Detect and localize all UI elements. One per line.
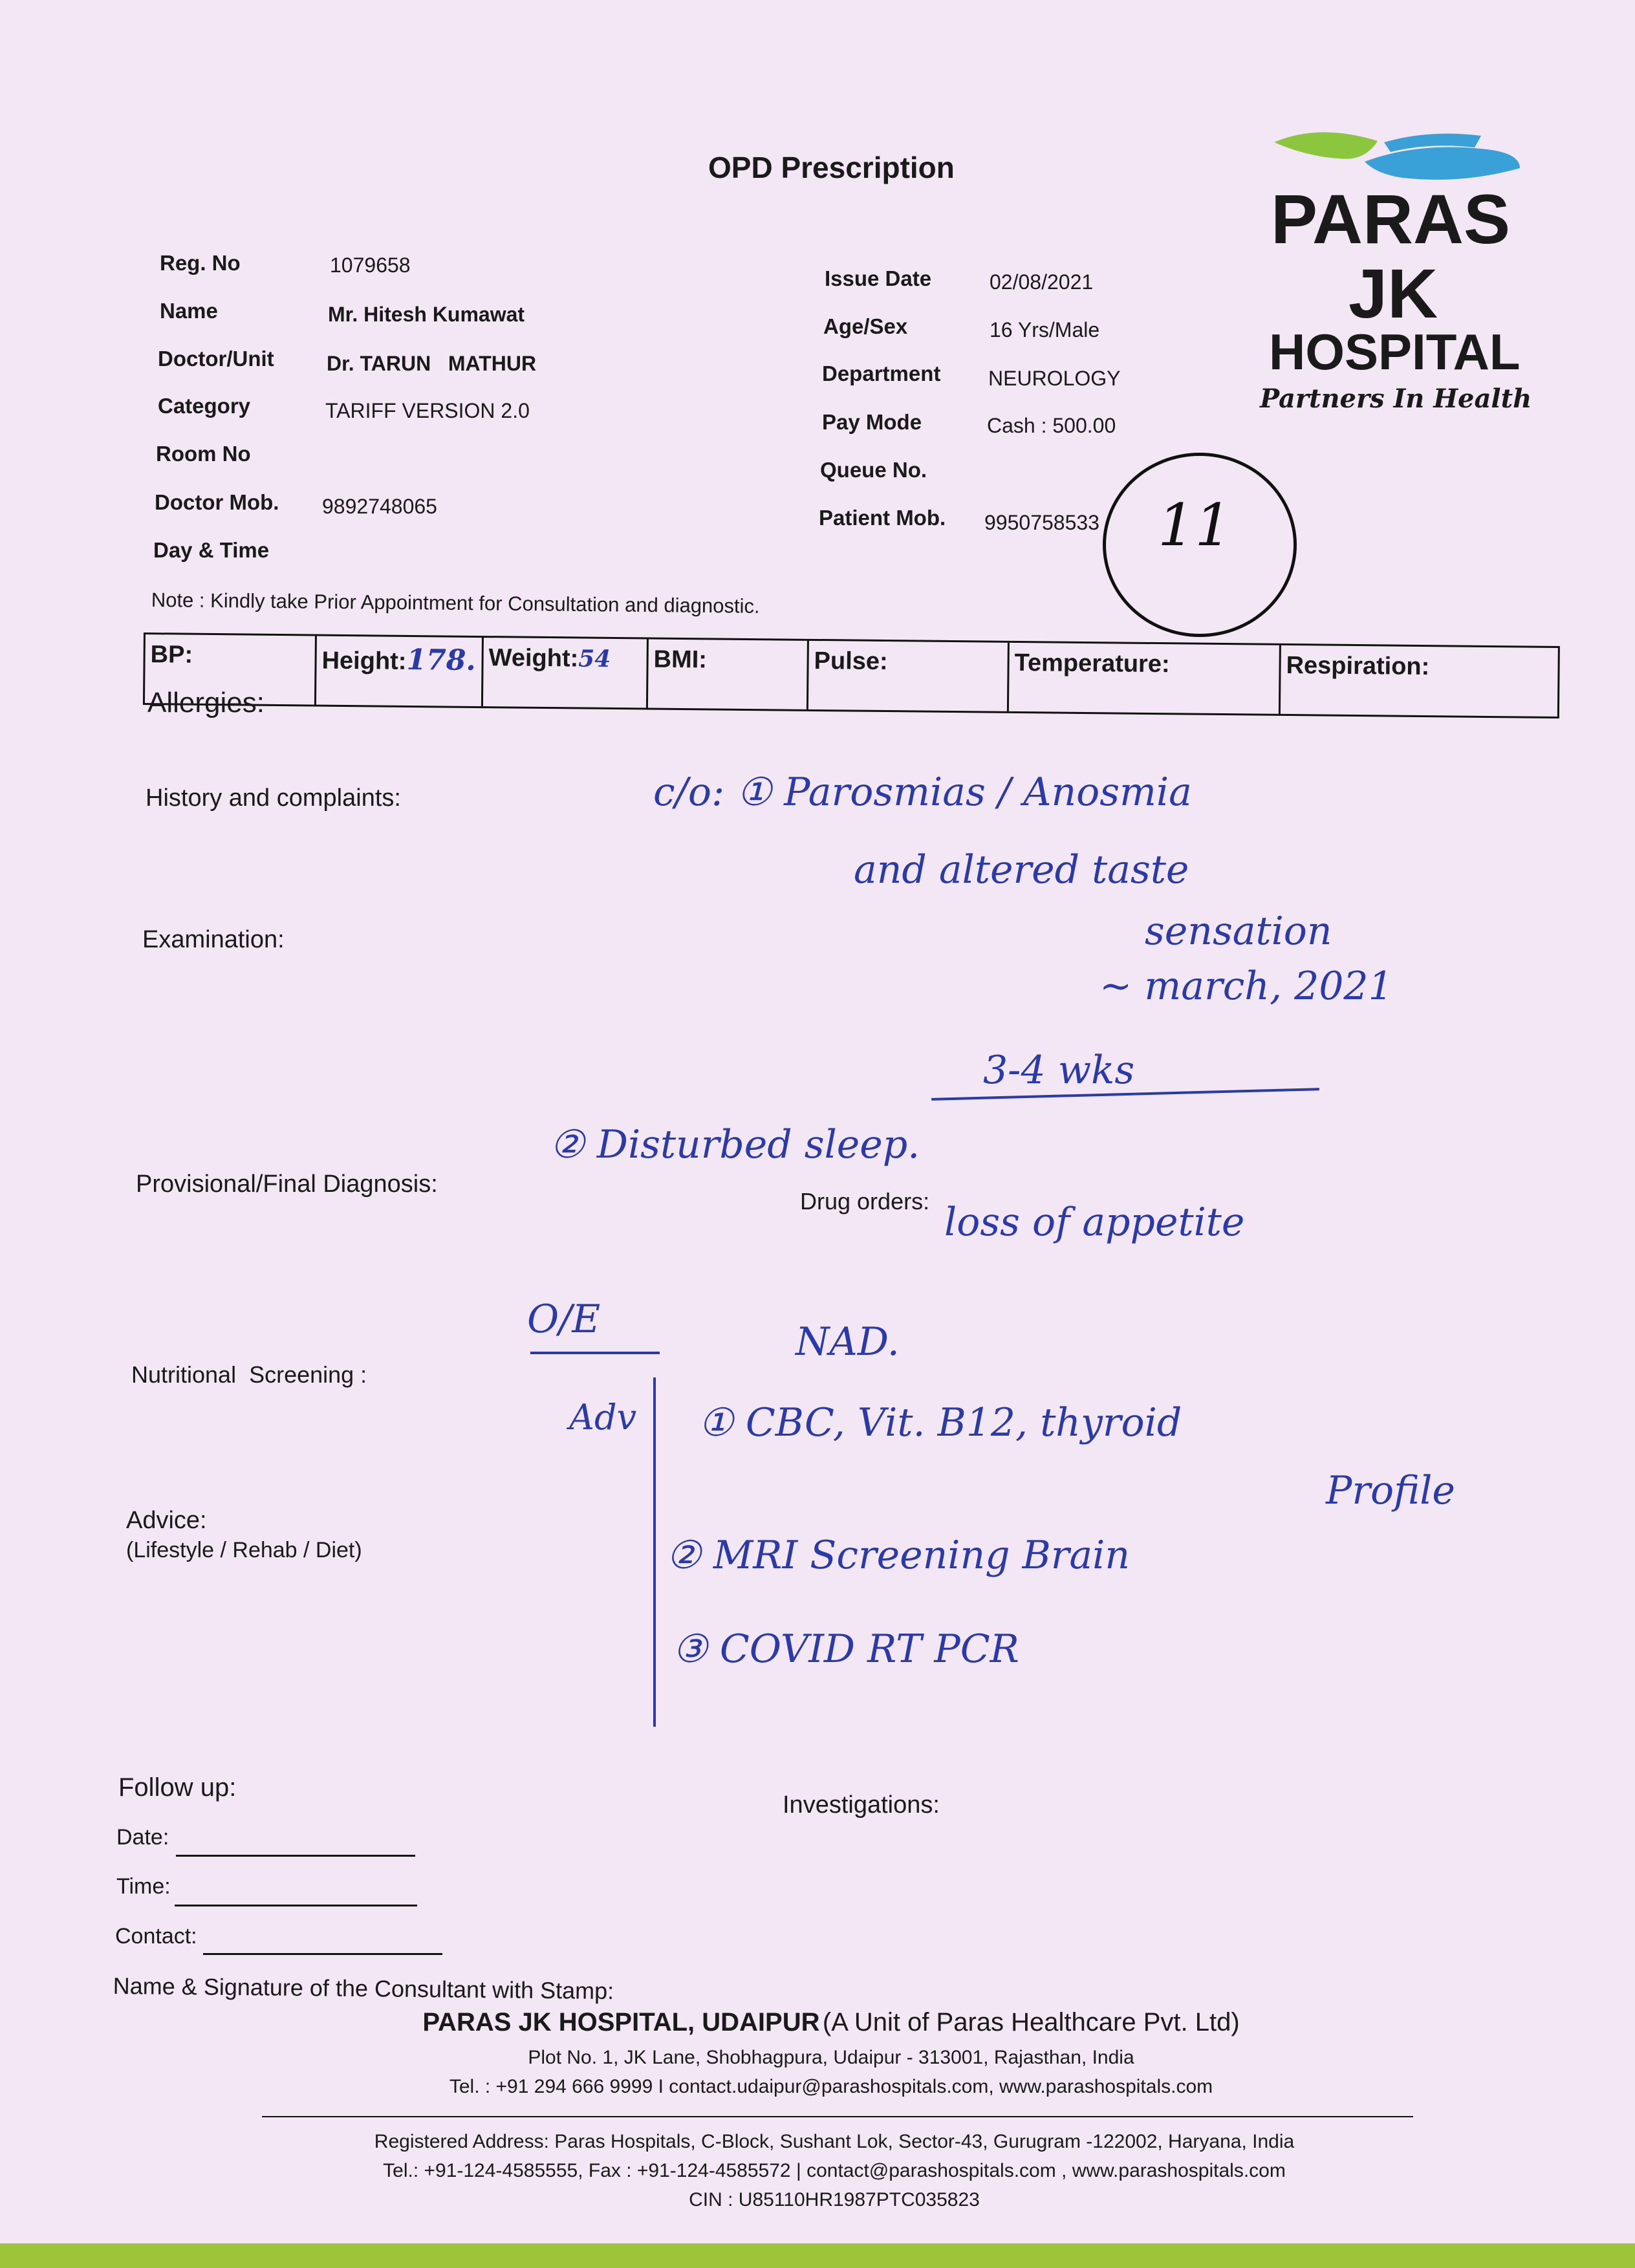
contact-label: Contact: (115, 1924, 197, 1949)
footer-hospital-name: PARAS JK HOSPITAL, UDAIPUR (422, 2008, 820, 2036)
follow-up-label: Follow up: (118, 1773, 237, 1802)
pulse-cell (808, 641, 1010, 711)
hw-complaint-line3: sensation (1145, 909, 1332, 954)
queue-label: Queue No. (820, 458, 927, 482)
hw-advice-2: ② MRI Screening Brain (666, 1533, 1130, 1578)
doctor-mob-label: Doctor Mob. (155, 490, 279, 514)
signature-label: Name & Signature of the Consultant with Stamp: (113, 1972, 614, 2005)
logo-tagline: Partners In Health (1260, 383, 1532, 414)
page-title: OPD Prescription (708, 151, 955, 184)
age-sex-value: 16 Yrs/Male (990, 318, 1100, 341)
investigations-label: Investigations: (783, 1791, 940, 1819)
category-label: Category (158, 394, 251, 418)
name-value: Mr. Hitesh Kumawat (328, 303, 525, 326)
bmi-label: BMI: (653, 645, 708, 674)
allergies-label: Allergies: (147, 687, 265, 718)
weight-value: 54 (578, 645, 611, 673)
appointment-note: Note : Kindly take Prior Appointment for Consultation and diagnostic. (151, 589, 760, 618)
diagnosis-label: Provisional/Final Diagnosis: (136, 1171, 438, 1198)
doctor-mob-value: 9892748065 (322, 495, 437, 518)
time-label: Time: (116, 1874, 171, 1899)
footer-cin: CIN : U85110HR1987PTC035823 (689, 2189, 980, 2210)
hw-nad: NAD. (796, 1319, 900, 1365)
hw-complaint-line5: 3-4 wks (983, 1048, 1135, 1093)
hw-advice-1: ① CBC, Vit. B12, thyroid (698, 1400, 1182, 1445)
temperature-label: Temperature: (1014, 649, 1170, 678)
queue-number-handwritten: 11 (1158, 491, 1232, 559)
logo-paras: PARAS (1271, 180, 1511, 258)
hw-complaint-line7: loss of appetite (944, 1200, 1245, 1245)
footer-contact: Tel. : +91 294 666 9999 I contact.udaipur@parashospitals.com, www.parashospitals.com (449, 2076, 1213, 2097)
logo-hospital: HOSPITAL (1269, 323, 1521, 380)
advice-sub-label: (Lifestyle / Rehab / Diet) (126, 1538, 362, 1562)
department-value: NEUROLOGY (988, 367, 1121, 390)
footer-divider (262, 2116, 1413, 2117)
hw-complaint-line6: ② Disturbed sleep. (550, 1122, 920, 1167)
reg-no-label: Reg. No (160, 251, 241, 275)
hw-advice-3: ③ COVID RT PCR (673, 1626, 1019, 1672)
day-time-label: Day & Time (153, 538, 270, 562)
doctor-label: Doctor/Unit (158, 347, 274, 371)
drug-orders-label: Drug orders: (800, 1188, 930, 1215)
hw-complaint-line2: and altered taste (854, 847, 1189, 892)
contact-line[interactable] (203, 1953, 442, 1955)
pay-mode-value: Cash : 500.00 (987, 414, 1116, 437)
hw-adv: Adv (569, 1397, 637, 1438)
advice-label: Advice: (126, 1507, 207, 1534)
hw-oe-underline (530, 1352, 660, 1354)
category-value: TARIFF VERSION 2.0 (325, 399, 530, 422)
height-label: Height: (321, 647, 407, 675)
history-label: History and complaints: (146, 784, 401, 812)
date-line[interactable] (176, 1855, 415, 1857)
date-label: Date: (116, 1825, 169, 1850)
temperature-cell (1009, 643, 1281, 714)
footer-address: Plot No. 1, JK Lane, Shobhagpura, Udaipur - 313001, Rajasthan, India (528, 2047, 1134, 2068)
weight-cell (483, 638, 649, 707)
footer-registered: Registered Address: Paras Hospitals, C-Block, Sushant Lok, Sector-43, Gurugram -122002, Haryana, India (374, 2131, 1295, 2152)
bmi-cell (648, 639, 809, 709)
hw-complaint-line1: c/o: ① Parosmias / Anosmia (653, 770, 1192, 815)
footer-tel-fax: Tel.: +91-124-4585555, Fax : +91-124-4585572 | contact@parashospitals.com , www.parashospitals.com (383, 2160, 1286, 2181)
issue-date-value: 02/08/2021 (990, 270, 1094, 294)
hw-advice-1b: Profile (1326, 1468, 1455, 1513)
respiration-label: Respiration: (1286, 651, 1430, 681)
hw-complaint-line4: ~ march, 2021 (1099, 964, 1393, 1009)
nutrition-label: Nutritional Screening : (131, 1361, 367, 1388)
issue-date-label: Issue Date (825, 266, 932, 290)
footer-hospital-line (362, 2008, 1300, 2037)
respiration-cell (1281, 645, 1558, 717)
doctor-value: Dr. TARUN MATHUR (327, 352, 537, 375)
vitals-table (143, 632, 1560, 718)
room-label: Room No (156, 442, 251, 466)
pay-mode-label: Pay Mode (822, 410, 922, 434)
pulse-label: Pulse: (814, 647, 888, 676)
hw-advice-bracket (653, 1377, 656, 1727)
height-cell (316, 636, 484, 706)
bp-label: BP: (150, 641, 193, 669)
time-line[interactable] (175, 1905, 417, 1906)
department-label: Department (822, 362, 941, 385)
patient-mob-value: 9950758533 (984, 511, 1099, 534)
examination-label: Examination: (142, 926, 285, 953)
weight-label: Weight: (488, 644, 579, 673)
reg-no-value: 1079658 (330, 254, 411, 277)
logo-jk: JK (1348, 254, 1438, 332)
age-sex-label: Age/Sex (823, 314, 908, 338)
footer-unit: (A Unit of Paras Healthcare Pvt. Ltd) (822, 2008, 1240, 2036)
height-value: 178. (406, 643, 476, 677)
footer-green-bar (0, 2243, 1635, 2268)
name-label: Name (160, 299, 218, 323)
patient-mob-label: Patient Mob. (819, 506, 946, 530)
hw-oe: O/E (527, 1297, 601, 1342)
